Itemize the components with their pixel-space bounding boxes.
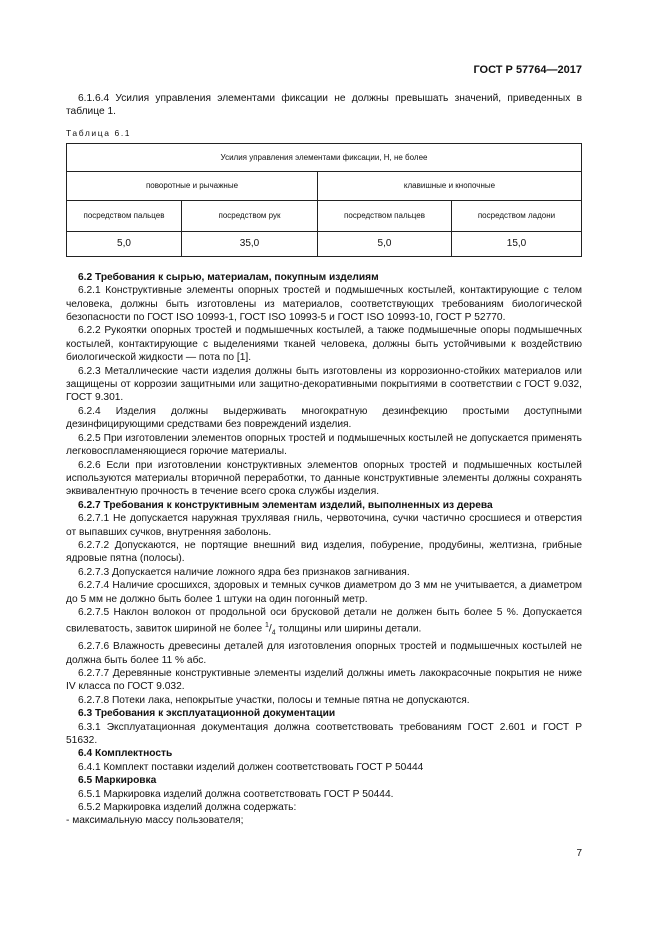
section-heading-6-4: 6.4 Комплектность [78,748,173,760]
clause-6-2-7-4: 6.2.7.4 Наличие сросшихся, здоровых и темных сучков диаметром до 3 мм не учитывается, а диаметром до 5 мм не должно быть более 1 штуки на один погонный метр. [66,580,582,605]
clause-6-2-7-5-tail: толщины или ширины детали. [275,623,422,635]
clause-6-2-7-5 [66,606,582,640]
fraction-denominator: 4 [271,629,276,637]
clause-6-2-7-3: 6.2.7.3 Допускается наличие ложного ядра без признаков загнивания. [78,566,410,578]
clause-6-2-7-7: 6.2.7.7 Деревянные конструктивные элементы изделий должны иметь лакокрасочные покрытия не ниже IV класса по ГОСТ 9.032. [66,668,582,693]
table-col-fingers: посредством пальцев [67,200,182,231]
clause-6-2-3: 6.2.3 Металлические части изделия должны быть изготовлены из коррозионно-стойких материалов или защищены от коррозии защитными или защитно-декоративными покрытиями в соответствии с ГОСТ 9.032, ГОСТ 9.301. [66,365,582,404]
fraction-slash: / [268,623,272,635]
table-cell: 15,0 [452,231,582,256]
table-cell: 5,0 [318,231,452,256]
clause-6-2-1: 6.2.1 Конструктивные элементы опорных тростей и подмышечных костылей, контактирующие с телом человека, должны быть изготовлены из материалов, соответствующих требованиям биологической безопасности по ГОСТ ISO 10993-1, ГОСТ ISO 10993-5 и ГОСТ ISO 10993-10, ГОСТ Р 52770. [66,285,582,324]
clause-6-5-2: 6.5.2 Маркировка изделий должна содержать: [78,802,297,814]
table-cell: 5,0 [67,231,182,256]
section-heading-6-2: 6.2 Требования к сырью, материалам, покупным изделиям [78,271,379,283]
table-col-fingers-2: посредством пальцев [318,200,452,231]
table-cell: 35,0 [182,231,318,256]
clause-6-2-7-8: 6.2.7.8 Потеки лака, непокрытые участки, полосы и темные пятна не допускаются. [78,694,470,706]
table-caption: Таблица 6.1 [66,127,132,138]
clause-6-5-1: 6.5.1 Маркировка изделий должна соответствовать ГОСТ Р 50444. [78,788,394,800]
clause-6-2-2: 6.2.2 Рукоятки опорных тростей и подмышечных костылей, а также подмышечные опоры подмышечных костылей, контактирующие с выделениями тканей человека, должны быть устойчивыми к воздействию биологической жидкости — пота по [1]. [66,325,582,364]
fraction-numerator: 1 [264,622,269,630]
clause-6-1-6-4: 6.1.6.4 Усилия управления элементами фиксации не должны превышать значений, приведенных в таблице 1. [66,93,582,118]
clause-6-2-4: 6.2.4 Изделия должны выдерживать многократную дезинфекцию простыми доступными дезинфицирующими средствами без повреждений изделия. [66,405,582,431]
document-body [66,92,582,828]
clause-6-2-7-1: 6.2.7.1 Не допускается наружная трухлявая гниль, червоточина, сучки частично сросшиеся и отверстия от выпавших сучков, внутренняя заболонь. [66,513,582,538]
page-number: 7 [576,848,582,859]
section-heading-6-2-7: 6.2.7 Требования к конструктивным элементам изделий, выполненных из дерева [78,499,493,511]
table-col-palm: посредством ладони [452,200,582,231]
table-group-buttons: клавишные и кнопочные [318,171,582,200]
section-heading-6-3: 6.3 Требования к эксплуатационной документации [78,708,336,720]
table-col-hands: посредством рук [182,200,318,231]
clause-6-2-7-2: 6.2.7.2 Допускаются, не портящие внешний вид изделия, побурение, продубины, желтизна, грибные ядровые пятна (полосы). [66,539,582,565]
clause-6-3-1: 6.3.1 Эксплуатационная документация должна соответствовать требованиям ГОСТ 2.601 и ГОСТ Р 51632. [66,721,582,747]
clause-6-2-5: 6.2.5 При изготовлении элементов опорных тростей и подмышечных костылей не допускается применять легковоспламеняющиеся горючие материалы. [66,432,582,458]
standard-number: ГОСТ Р 57764—2017 [473,64,582,76]
section-heading-6-5: 6.5 Маркировка [78,775,157,787]
table-title: Усилия управления элементами фиксации, Н, не более [67,143,582,171]
clause-6-2-7-6: 6.2.7.6 Влажность древесины деталей для изготовления опорных тростей и подмышечных костылей не должна быть более 11 % абс. [66,641,582,666]
list-item: - максимальную массу пользователя; [66,815,244,827]
clause-6-2-7-5-text: 6.2.7.5 Наклон волокон от продольной оси брусковой детали не должен быть более 5 %. Допускается свилеватость, завиток шириной не более [66,606,582,635]
table-group-rotary: поворотные и рычажные [67,171,318,200]
clause-6-4-1: 6.4.1 Комплект поставки изделий должен соответствовать ГОСТ Р 50444 [78,761,424,773]
force-table [66,143,582,257]
clause-6-2-6: 6.2.6 Если при изготовлении конструктивных элементов опорных тростей и подмышечных костылей используются материалы вторичной переработки, то данные конструктивные элементы должны сохранять эквивалентную прочность в течение всего срока службы изделия. [66,459,582,498]
